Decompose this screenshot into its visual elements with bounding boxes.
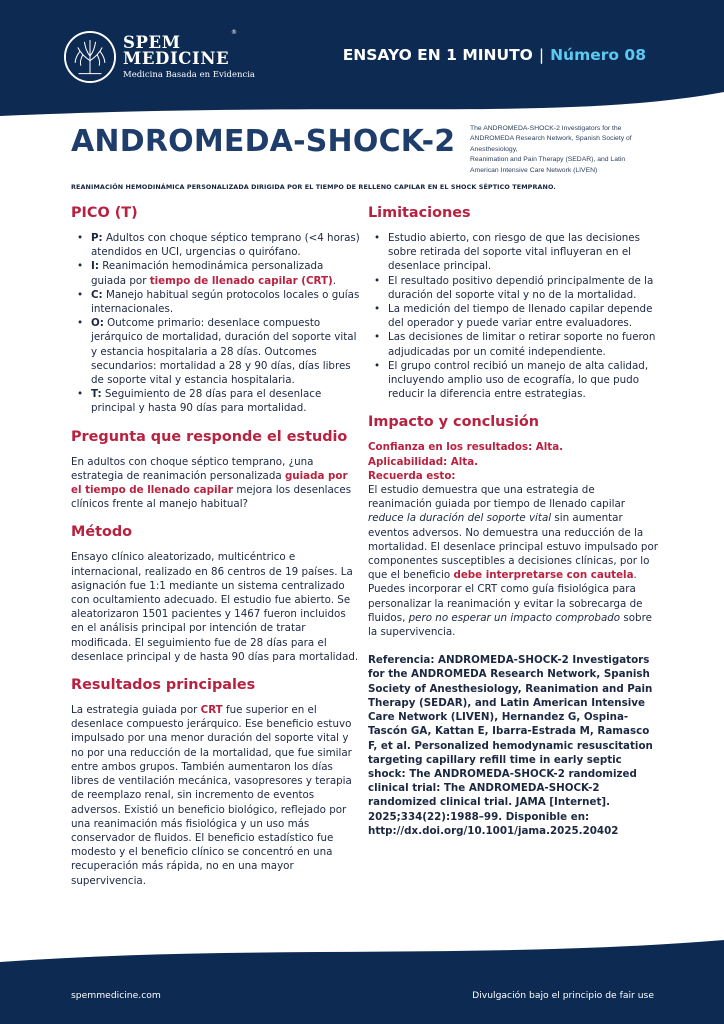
pico-text: Outcome primario: desenlace compuesto jerárquico de mortalidad, duración del soporte vital y estancia hospitalaria a 28 días. Outcomes secundarios: mortalidad a 28 y 90 días, días libres de soporte vital y estancia hospitalaria. xyxy=(91,317,357,387)
results-text-1: La estrategia guiada por xyxy=(71,704,201,717)
pico-lead: P: xyxy=(91,232,103,244)
remember-line: Recuerda esto: xyxy=(368,469,456,482)
question-highlight: guiada por el tiempo de llenado capilar xyxy=(71,469,348,497)
brand-name-line-2: MEDICINE xyxy=(123,49,230,68)
footer-band xyxy=(0,940,724,1024)
question-section xyxy=(71,428,361,512)
pico-text: Manejo habitual según protocolos locales o guías internacionales. xyxy=(91,288,360,316)
list-item xyxy=(71,231,361,259)
issue-label: ENSAYO EN 1 MINUTO xyxy=(342,46,533,64)
impact-text xyxy=(368,483,660,639)
authors-block xyxy=(470,124,666,176)
header-band xyxy=(0,0,724,120)
question-heading: Pregunta que responde el estudio xyxy=(71,428,348,445)
brand xyxy=(123,35,255,81)
reference-text: Referencia: ANDROMEDA-SHOCK-2 Investigators for the ANDROMEDA Research Network, Spanish Society of Anesthesiology, Reanimation and Pain Therapy (SEDAR), and Latin American Intensive Care Network (LIVEN), Hernandez G, Ospina-Tascón GA, Kattan E, Ibarra-Estrada M, Ramasco F, et al. Personalized hemodynamic resuscitation targeting capillary refill time in early septic shock: The ANDROMEDA-SHOCK-2 randomized clinical trial: The ANDROMEDA-SHOCK-2 randomized clinical trial. JAMA [Internet]. 2025;334(22):1988–99. Disponible en: http://dx.doi.org/10.1001/jama.2025.20402 xyxy=(368,654,653,837)
results-heading: Resultados principales xyxy=(71,677,256,694)
impact-italic-1: reduce la duración del soporte vital xyxy=(368,512,552,525)
authors-line: American Intensive Care Network (LIVEN) xyxy=(470,166,598,174)
authors-line: Reanimation and Pain Therapy (SEDAR), and Latin xyxy=(470,156,626,164)
pico-section xyxy=(71,204,361,416)
left-column xyxy=(71,204,361,900)
impact-section xyxy=(368,413,660,837)
page-title: ANDROMEDA-SHOCK-2 xyxy=(71,124,456,159)
confidence-line: Confianza en los resultados: Alta. xyxy=(368,441,564,454)
impact-italic-2: pero no esperar un impacto comprobado xyxy=(408,611,621,624)
authors-line: The ANDROMEDA-SHOCK-2 Investigators for the xyxy=(470,125,622,132)
results-section xyxy=(71,676,361,888)
pico-text: Adultos con choque séptico temprano (<4 horas) atendidos en UCI, urgencias o quirófano. xyxy=(91,232,360,259)
limitations-list xyxy=(368,231,660,401)
right-column xyxy=(368,204,660,850)
question-text-2: mejora los desenlaces clínicos frente al manejo habitual? xyxy=(71,484,352,511)
registered-mark: ® xyxy=(231,29,237,36)
authors-line: Anesthesiology, xyxy=(470,145,518,153)
brand-name-line-1: SPEM xyxy=(123,33,181,52)
list-item xyxy=(71,288,361,316)
list-item xyxy=(71,316,361,387)
method-text: Ensayo clínico aleatorizado, multicéntrico e internacional, realizado en 86 centros de 19 países. La asignación fue 1:1 mediante un sistema centralizado con ocultamiento adecuado. El estudio fue abierto. Se aleatorizaron 1501 pacientes y 1467 fueron incluidos en el análisis principal por intención de tratar modificada. El seguimiento fue de 28 días para el desenlace principal y de hasta 90 días para mortalidad. xyxy=(71,551,359,663)
footer-fair-use-note: Divulgación bajo el principio de fair use xyxy=(472,990,654,1001)
issue-number: Número 08 xyxy=(550,46,646,64)
results-text-2: fue superior en el desenlace compuesto jerárquico. Ese beneficio estuvo impulsado por una menor duración del soporte vital y no por una reducción de la mortalidad, que fue similar entre ambos grupos. También aumentaron los días libres de ventilación mecánica, vasopresores y terapia de reemplazo renal, sin incremento de eventos adversos. Existió un beneficio biológico, reflejado por una reanimación más fisiológica y un uso más conservador de fluidos. El beneficio estadístico fue modesto y el beneficio clínico se concentró en una recuperación más rápida, no en una mayor supervivencia. xyxy=(71,704,352,887)
pico-tail: . xyxy=(332,274,337,287)
method-section xyxy=(71,523,361,664)
issue-separator: | xyxy=(538,46,545,64)
results-highlight: CRT xyxy=(200,704,223,717)
tree-icon xyxy=(66,33,114,81)
issue-info xyxy=(343,46,646,64)
brand-tagline: Medicina Basada en Evidencia xyxy=(123,70,255,80)
footer-website: spemmedicine.com xyxy=(71,990,161,1001)
authors-line: ANDROMEDA Research Network, Spanish Society of xyxy=(470,135,632,143)
pico-heading: PICO (T) xyxy=(71,205,138,221)
list-item xyxy=(71,259,361,287)
pico-text: Reanimación hemodinámica personalizada guiada por xyxy=(91,260,324,287)
pico-highlight: tiempo de llenado capilar (CRT) xyxy=(149,274,333,287)
footer-wave xyxy=(0,940,724,1024)
limitations-heading: Limitaciones xyxy=(368,205,471,221)
pico-text: Seguimiento de 28 días para el desenlace principal y hasta 90 días para mortalidad. xyxy=(91,388,322,415)
pico-lead: O: xyxy=(91,317,104,330)
impact-text-2: sin aumentar eventos adversos. No demuestra una reducción de la mortalidad. El desenlace principal estuvo impulsado por componentes susceptibles a decisiones clínicas, por lo que el beneficio xyxy=(368,512,658,582)
impact-heading: Impacto y conclusión xyxy=(368,414,540,431)
list-item: • El grupo control recibió un manejo de alta calidad, incluyendo amplio uso de ecografía, lo que pudo reducir la diferencia entre estrategias. xyxy=(368,359,660,402)
list-item: • Estudio abierto, con riesgo de que las decisiones sobre retirada del soporte vital influyeran en el desenlace principal. xyxy=(368,231,660,274)
list-item: • El resultado positivo dependió principalmente de la duración del soporte vital y no de la mortalidad. xyxy=(368,274,660,302)
impact-text-4: sobre la supervivencia. xyxy=(368,611,652,639)
question-text xyxy=(71,455,361,512)
list-item: • La medición del tiempo de llenado capilar depende del operador y puede variar entre evaluadores. xyxy=(368,302,660,330)
pico-lead: I: xyxy=(91,260,99,273)
impact-text-3: . Puedes incorporar el CRT como guía fisiológica para personalizar la reanimación y evitar la sobrecarga de fluidos, xyxy=(368,569,643,624)
results-text xyxy=(71,703,361,888)
subtitle: REANIMACIÓN HEMODINÁMICA PERSONALIZADA DIRIGIDA POR EL TIEMPO DE RELLENO CAPILAR EN EL SHOCK SÉPTICO TEMPRANO. xyxy=(71,183,556,191)
pico-list xyxy=(71,231,361,416)
pico-lead: T: xyxy=(91,388,102,401)
impact-text-1: El estudio demuestra que una estrategia de reanimación guiada por tiempo de llenado capilar xyxy=(368,484,625,511)
impact-highlight: debe interpretarse con cautela xyxy=(453,569,634,582)
list-item: • Las decisiones de limitar o retirar soporte no fueron adjudicadas por un comité independiente. xyxy=(368,330,660,358)
applicability-line: Aplicabilidad: Alta. xyxy=(368,455,479,468)
logo xyxy=(64,31,116,83)
question-text-1: En adultos con choque séptico temprano, ¿una estrategia de reanimación personalizada xyxy=(71,455,314,482)
limitations-section xyxy=(368,204,660,401)
pico-lead: C: xyxy=(91,288,103,301)
method-heading: Método xyxy=(71,524,133,541)
list-item xyxy=(71,387,361,415)
